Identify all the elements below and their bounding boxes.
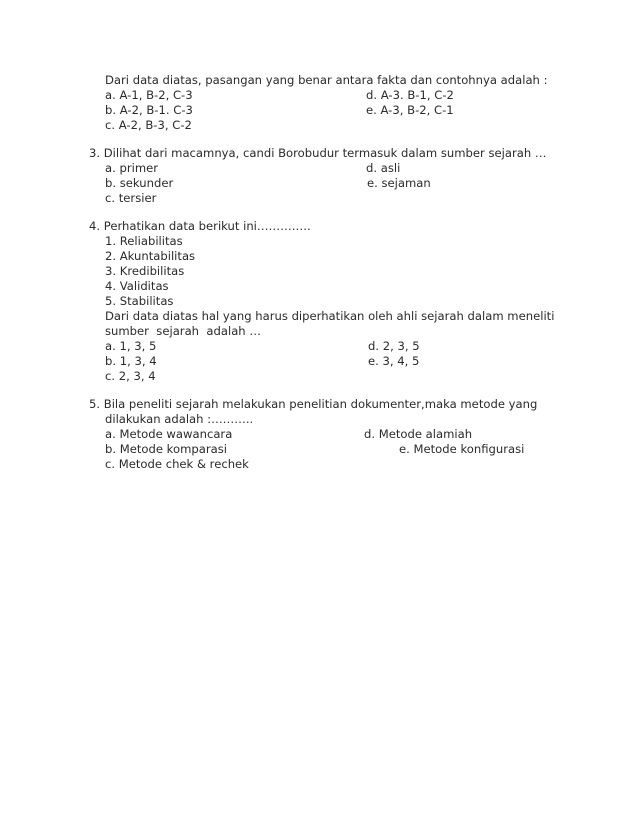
- q3-option-d: d. asli: [366, 161, 401, 175]
- q5-option-d: d. Metode alamiah: [364, 427, 473, 441]
- q5-option-c: c. Metode chek & rechek: [105, 457, 249, 471]
- q4-option-c: c. 2, 3, 4: [105, 369, 156, 383]
- q5-option-a: a. Metode wawancara: [105, 427, 233, 441]
- q4-stem2-line1: Dari data diatas hal yang harus diperhatikan oleh ahli sejarah dalam meneliti: [105, 309, 555, 323]
- q4-option-e: e. 3, 4, 5: [368, 354, 420, 368]
- q4-list-item-5: 5. Stabilitas: [105, 294, 174, 308]
- q4-list-item-2: 2. Akuntabilitas: [105, 249, 196, 263]
- q5-stem-line1: 5. Bila peneliti sejarah melakukan penelitian dokumenter,maka metode yang: [89, 397, 538, 411]
- q3-option-e: e. sejaman: [367, 176, 431, 190]
- intro-option-b: b. A-2, B-1. C-3: [105, 103, 193, 117]
- intro-option-d: d. A-3. B-1, C-2: [366, 88, 454, 102]
- q4-list-item-3: 3. Kredibilitas: [105, 264, 185, 278]
- intro-option-e: e. A-3, B-2, C-1: [366, 103, 454, 117]
- intro-question-stem: Dari data diatas, pasangan yang benar antara fakta dan contohnya adalah :: [105, 73, 548, 87]
- q4-list-item-1: 1. Reliabilitas: [105, 234, 183, 248]
- q5-stem-line2: dilakukan adalah :………..: [105, 412, 254, 426]
- q3-option-a: a. primer: [105, 161, 159, 175]
- q4-stem2-line2: sumber sejarah adalah …: [105, 324, 261, 338]
- q4-list-item-4: 4. Validitas: [105, 279, 169, 293]
- q5-option-e: e. Metode konfigurasi: [399, 442, 525, 456]
- q4-option-b: b. 1, 3, 4: [105, 354, 157, 368]
- intro-option-a: a. A-1, B-2, C-3: [105, 88, 193, 102]
- q5-option-b: b. Metode komparasi: [105, 442, 227, 456]
- q4-stem: 4. Perhatikan data berikut ini…………..: [89, 219, 311, 233]
- q3-option-c: c. tersier: [105, 191, 157, 205]
- intro-option-c: c. A-2, B-3, C-2: [105, 118, 192, 132]
- q3-stem: 3. Dilihat dari macamnya, candi Borobudur termasuk dalam sumber sejarah …: [89, 146, 547, 160]
- q3-option-b: b. sekunder: [105, 176, 174, 190]
- q4-option-a: a. 1, 3, 5: [105, 339, 157, 353]
- q4-option-d: d. 2, 3, 5: [368, 339, 420, 353]
